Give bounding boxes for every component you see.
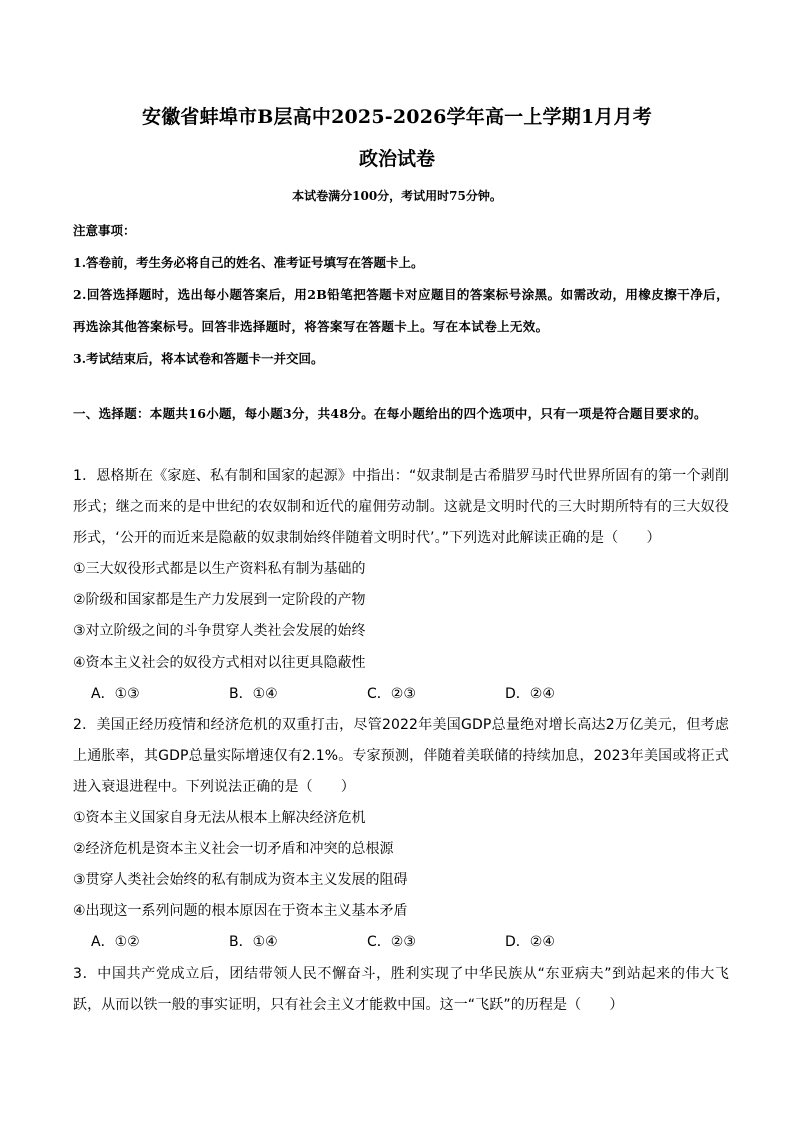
notice-item: 2.回答选择题时，选出每小题答案后，用2B铅笔把答题卡对应题目的答案标号涂黑。如需改动，用橡皮擦干净后，再选涂其他答案标号。回答非选择题时，将答案写在答题卡上。写在本试卷上无效。 [73,287,729,334]
statement-item: ②经济危机是资本主义社会一切矛盾和冲突的总根源 [73,841,394,858]
statement-item: ③贯穿人类社会始终的私有制成为资本主义发展的阻碍 [73,872,408,889]
statement-item: ④资本主义社会的奴役方式相对以往更具隐蔽性 [73,654,366,671]
answer-options [73,927,729,958]
option-c: C．②③ [367,685,416,702]
option-b: B．①④ [229,685,278,702]
option-d: D．②④ [505,934,555,951]
statement-item: ①资本主义国家自身无法从根本上解决经济危机 [73,810,366,827]
statement-item: ①三大奴役形式都是以生产资料私有制为基础的 [73,561,366,578]
question-stem: 2．美国正经历疫情和经济危机的双重打击，尽管2022年美国GDP总量绝对增长高达2万亿美元，但考虑上通胀率，其GDP总量实际增速仅有2.1%。专家预测，伴随着美联储的持续加息，2023年美国或将正式进入衰退进程中。下列说法正确的是（ ） [73,716,729,795]
exam-subtitle: 政治试卷 [358,148,435,170]
exam-title: 安徽省蚌埠市B层高中2025-2026学年高一上学期1月月考 [142,106,652,128]
notice-item: 1.答卷前，考生务必将自己的姓名、准考证号填写在答题卡上。 [73,255,424,270]
exam-meta: 本试卷满分100分，考试用时75分钟。 [292,189,502,203]
notice-heading: 注意事项： [73,223,136,238]
option-a: A．①② [91,934,140,951]
answer-options [73,679,729,710]
notice-block [73,215,729,375]
notice-item: 3.考试结束后，将本试卷和答题卡一并交回。 [73,351,324,366]
option-d: D．②④ [505,685,555,702]
question-stem: 1．恩格斯在《家庭、私有制和国家的起源》中指出：“奴隶制是古希腊罗马时代世界所固有的第一个剥削形式；继之而来的是中世纪的农奴制和近代的雇佣劳动制。这就是文明时代的三大时期所特有的三大奴役形式，‘公开的而近来是隐蔽的奴隶制始终伴随着文明时代’。”下列选对此解读正确的是（ ） [73,468,729,547]
question-stem: 3．中国共产党成立后，团结带领人民不懈奋斗，胜利实现了中华民族从“东亚病夫”到站起来的伟大飞跃，从而以铁一般的事实证明，只有社会主义才能救中国。这一“飞跃”的历程是（ ） [73,965,729,1013]
statement-item: ②阶级和国家都是生产力发展到一定阶段的产物 [73,592,366,609]
option-b: B．①④ [229,934,278,951]
statement-item: ③对立阶级之间的斗争贯穿人类社会发展的始终 [73,623,366,640]
statement-item: ④出现这一系列问题的根本原因在于资本主义基本矛盾 [73,903,408,920]
question-list [73,461,729,1021]
option-c: C．②③ [367,934,416,951]
section-heading: 一、选择题：本题共16小题，每小题3分，共48分。在每小题给出的四个选项中，只有一项是符合题目要求的。 [73,406,707,421]
option-a: A．①③ [91,685,140,702]
